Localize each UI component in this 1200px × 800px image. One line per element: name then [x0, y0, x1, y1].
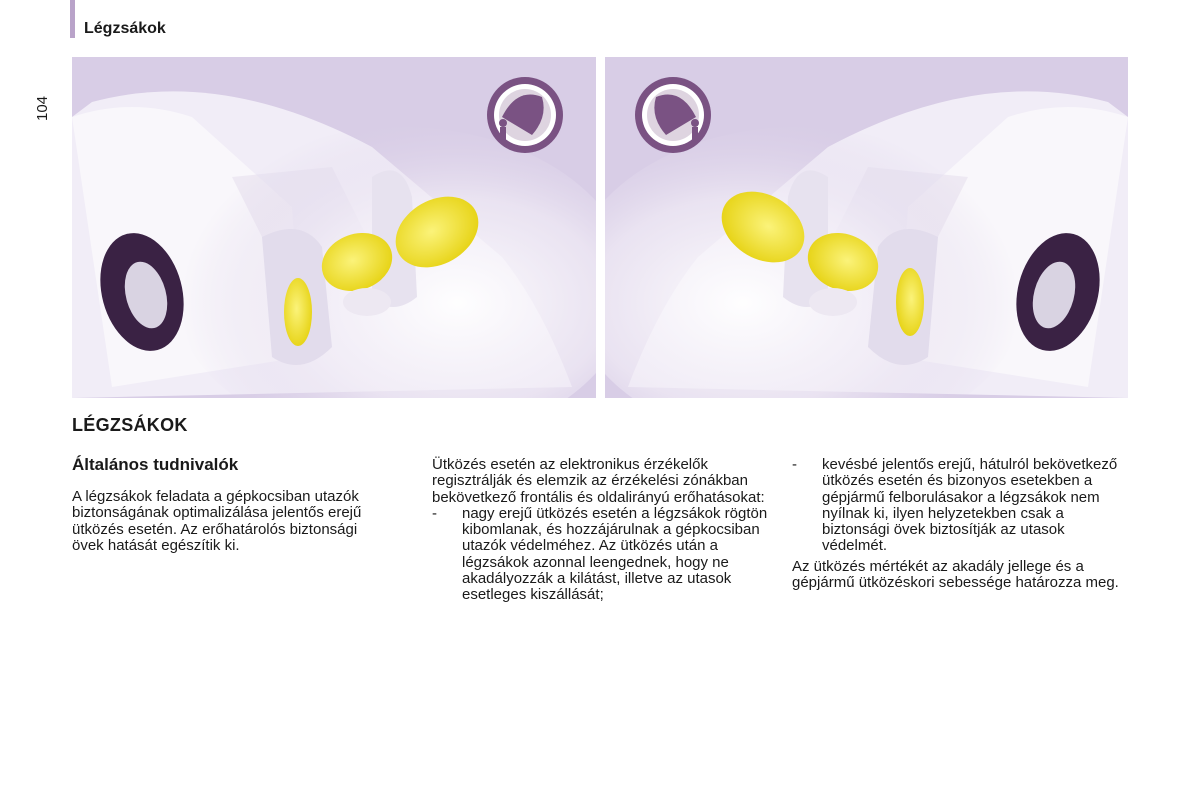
sensor-paragraph: Ütközés esetén az elektronikus érzékelők regisztrálják és elemzik az érzékelési zónákban bekövetkező frontális és oldalirányú erőhatásokat:: [432, 456, 765, 506]
airbag-driver-pictogram-icon: [487, 77, 563, 153]
intro-paragraph: A légzsákok feladata a gépkocsiban utazók biztonságának optimalizálása jelentős erejű ütközés esetén. Az erőhatárolós biztonsági övek hatását egészítik ki.: [72, 488, 362, 554]
column-1: [72, 489, 392, 554]
section-header: Légzsákok: [84, 20, 166, 37]
airbag-illustration-left: [72, 57, 596, 398]
page-number: 104: [34, 95, 52, 122]
section-accent-bar: [70, 0, 75, 38]
closing-paragraph: Az ütközés mértékét az akadály jellege és a gépjármű ütközéskori sebessége határozza meg.: [792, 557, 1119, 592]
main-title: LÉGZSÁKOK: [72, 415, 188, 435]
airbag-illustration-right: [605, 57, 1128, 398]
bullet-dash: -: [432, 504, 437, 522]
subtitle: Általános tudnivalók: [72, 455, 239, 474]
column-3: [792, 457, 1132, 591]
bullet-text: nagy erejű ütközés esetén a légzsákok rögtön kibomlanak, és hozzájárulnak a gépkocsiban utazók védelméhez. Az ütközés után a légzsákok azonnal leengednek, hogy ne akadályozzák a kilátást, illetve az utasok esetleges kiszállását;: [462, 504, 768, 604]
column-2: [432, 457, 772, 604]
bullet-dash: -: [792, 456, 797, 473]
airbag-passenger-pictogram-icon: [635, 77, 711, 153]
list-item: [432, 506, 772, 604]
list-item: [792, 457, 1132, 555]
bullet-text: kevésbé jelentős erejű, hátulról bekövetkező ütközés esetén és bizonyos esetekben a gépjármű felborulásakor a légzsákok nem nyílnak ki, ilyen helyzetekben csak a biztonsági övek biztosítják az utasok védelmét.: [822, 456, 1118, 555]
